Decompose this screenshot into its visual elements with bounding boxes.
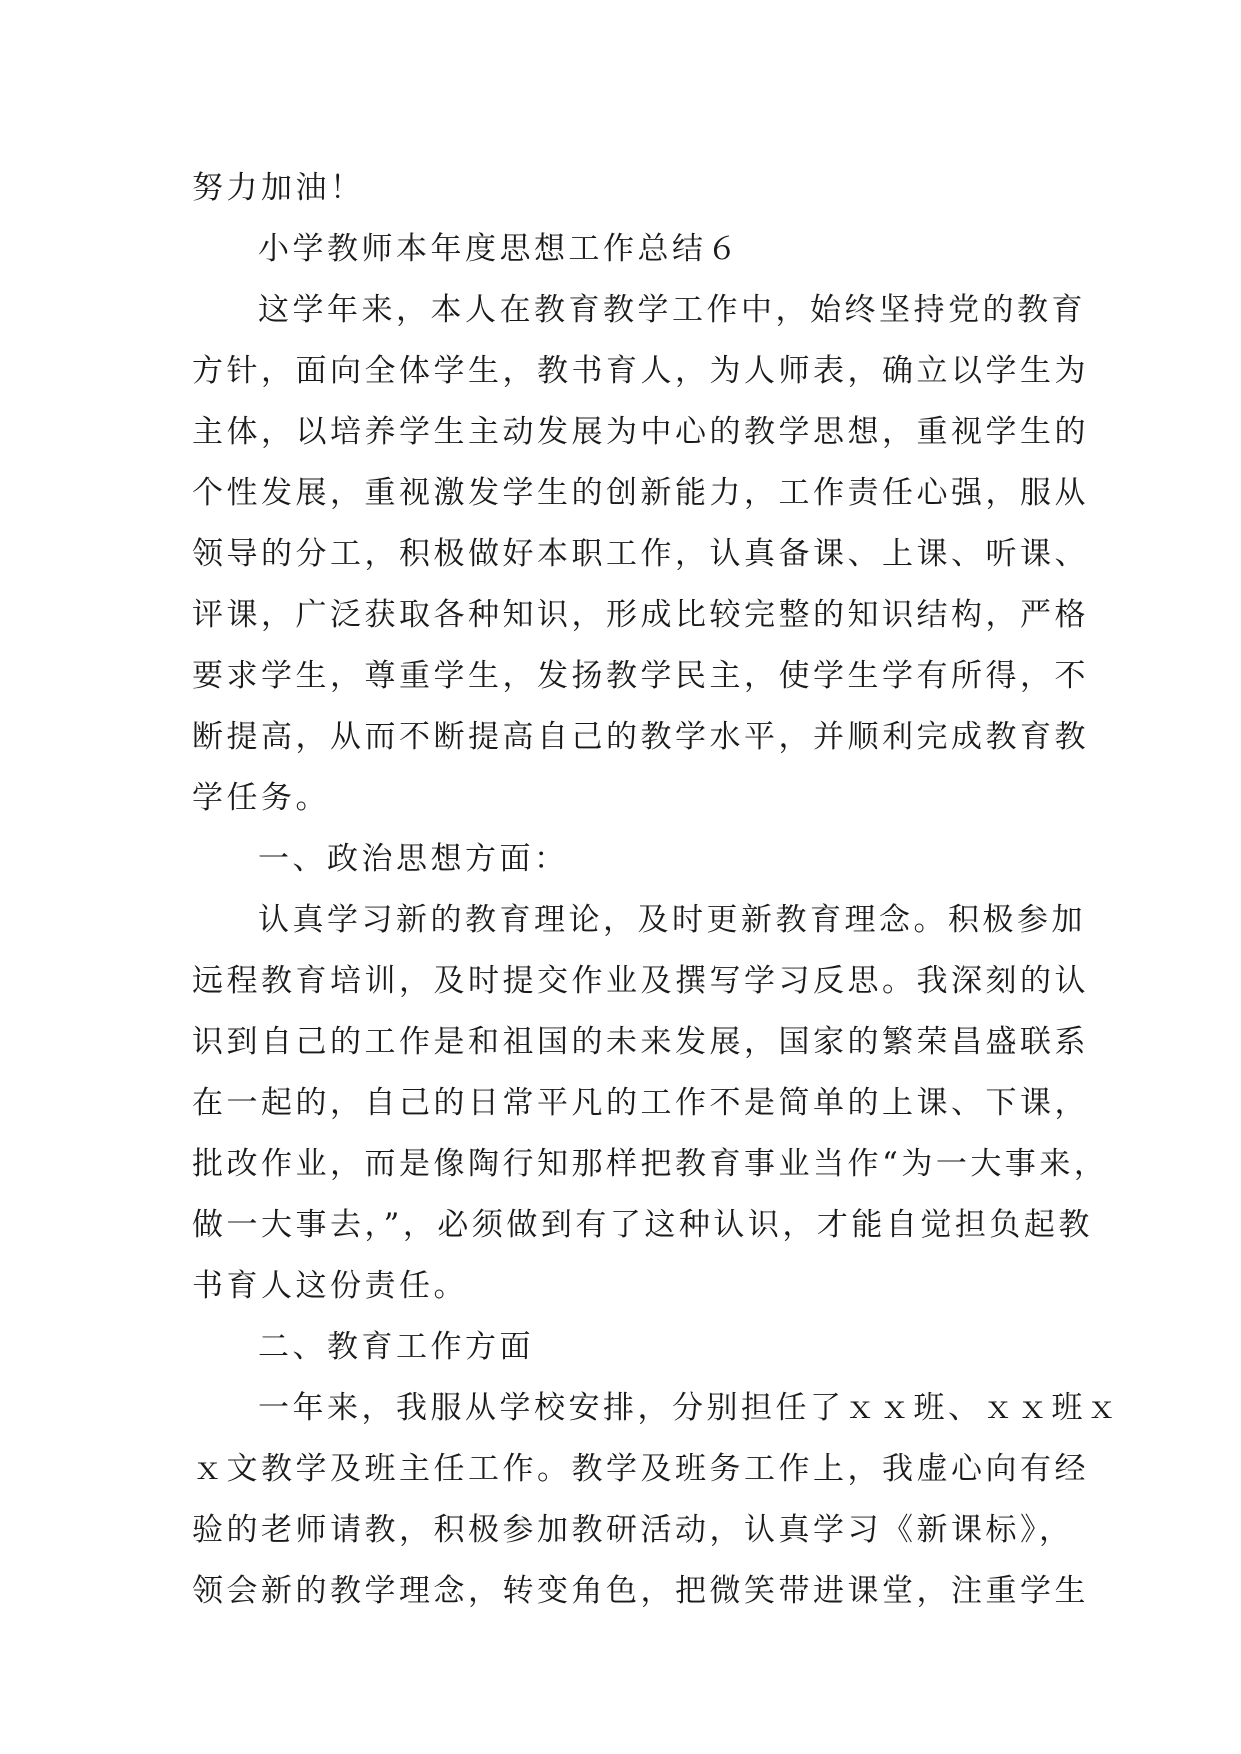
text-line: 学任务。 <box>192 780 330 816</box>
text-line: 方针，面向全体学生，教书育人，为人师表，确立以学生为 <box>192 353 1089 389</box>
text-line: 书育人这份责任。 <box>192 1268 468 1304</box>
text-line: 个性发展，重视激发学生的创新能力，工作责任心强，服从 <box>192 475 1089 511</box>
document-body <box>192 158 1121 1622</box>
text-line: ｘ文教学及班主任工作。教学及班务工作上，我虚心向有经 <box>192 1451 1089 1487</box>
text-line: 验的老师请教，积极参加教研活动，认真学习《新课标》， <box>192 1512 1074 1548</box>
text-line: 远程教育培训，及时提交作业及撰写学习反思。我深刻的认 <box>192 963 1089 999</box>
section-heading: 一、政治思想方面： <box>258 841 569 877</box>
section-heading: 二、教育工作方面 <box>258 1329 534 1365</box>
text-line: 识到自己的工作是和祖国的未来发展，国家的繁荣昌盛联系 <box>192 1024 1089 1060</box>
text-line: 评课，广泛获取各种知识，形成比较完整的知识结构，严格 <box>192 597 1089 633</box>
text-line: 一年来，我服从学校安排，分别担任了ｘｘ班、ｘｘ班ｘ <box>258 1390 1121 1426</box>
text-line: 这学年来，本人在教育教学工作中，始终坚持党的教育 <box>258 292 1086 328</box>
text-line: 主体，以培养学生主动发展为中心的教学思想，重视学生的 <box>192 414 1089 450</box>
text-line: 做一大事去，”，必须做到有了这种认识，才能自觉担负起教 <box>192 1207 1093 1243</box>
text-line: 在一起的，自己的日常平凡的工作不是简单的上课、下课， <box>192 1085 1089 1121</box>
text-line: 认真学习新的教育理论，及时更新教育理念。积极参加 <box>258 902 1086 938</box>
text-line: 领会新的教学理念，转变角色，把微笑带进课堂，注重学生 <box>192 1573 1089 1609</box>
text-line: 断提高，从而不断提高自己的教学水平，并顺利完成教育教 <box>192 719 1089 755</box>
text-line: 领导的分工，积极做好本职工作，认真备课、上课、听课、 <box>192 536 1089 572</box>
section-title: 小学教师本年度思想工作总结６ <box>258 231 741 267</box>
text-line: 努力加油！ <box>192 170 365 206</box>
text-line: 要求学生，尊重学生，发扬教学民主，使学生学有所得，不 <box>192 658 1089 694</box>
text-line: 批改作业，而是像陶行知那样把教育事业当作“为一大事来， <box>192 1146 1109 1182</box>
